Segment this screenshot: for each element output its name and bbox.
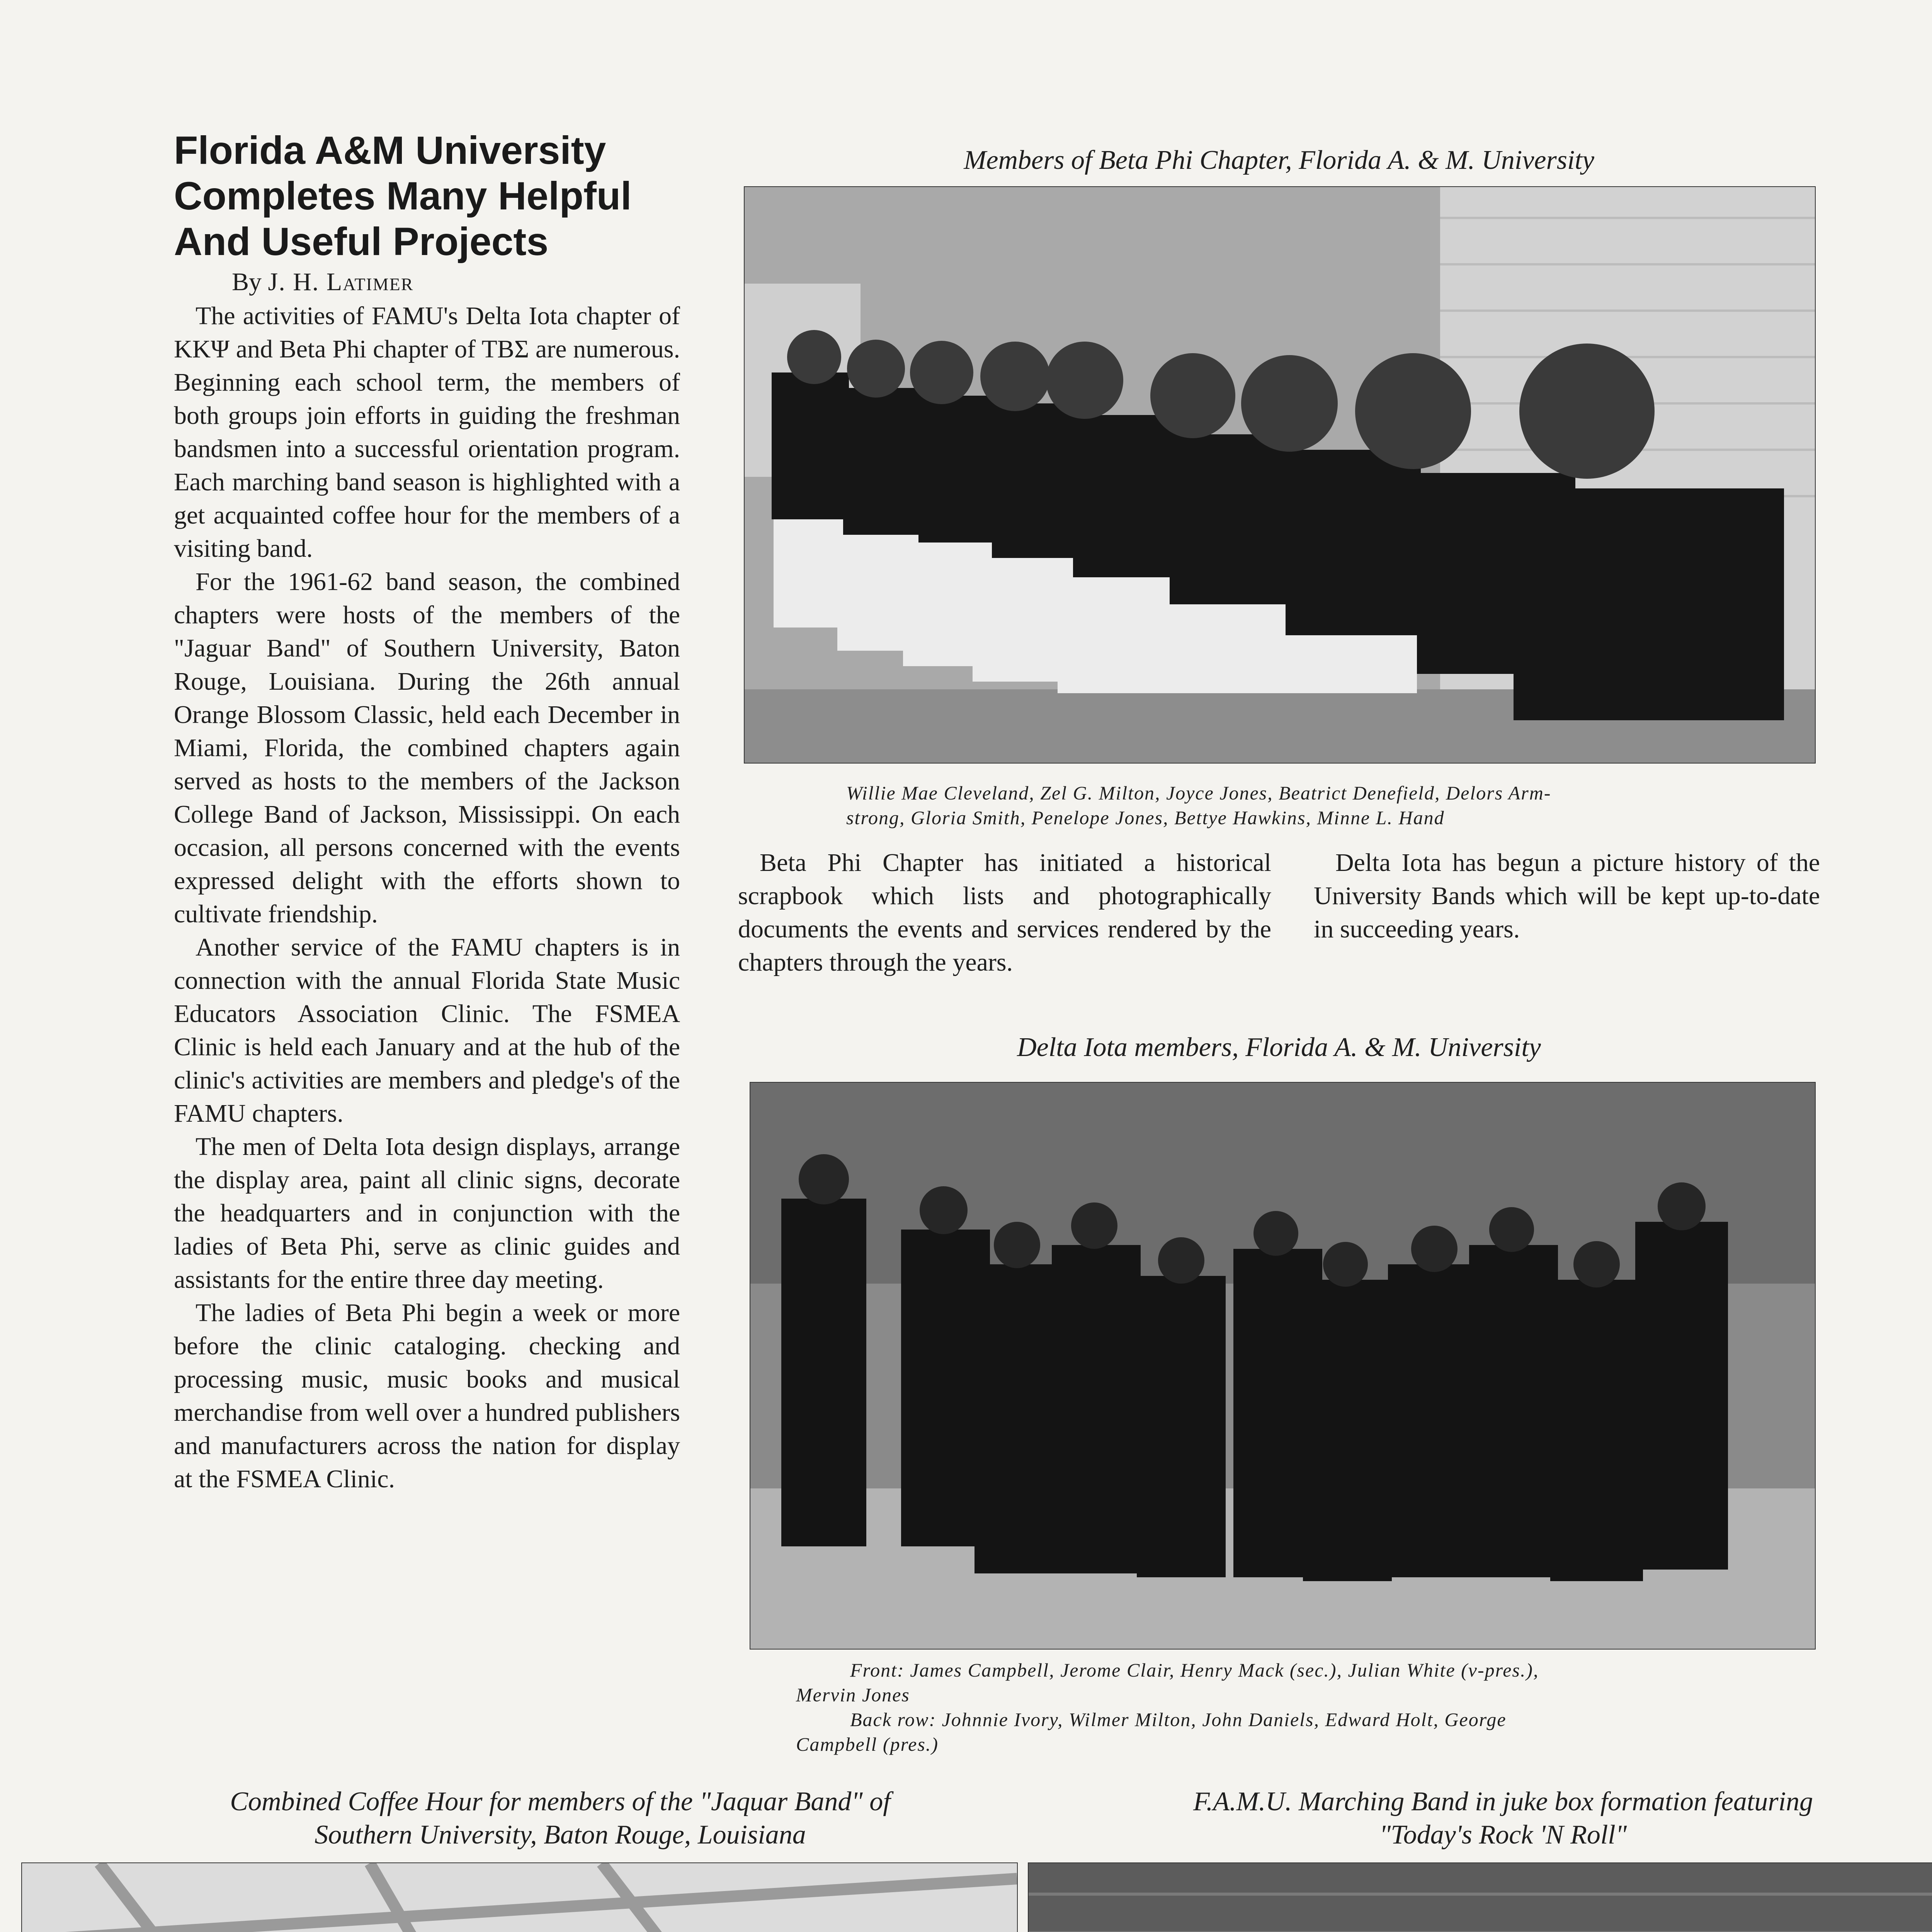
beta-phi-caption	[846, 781, 1793, 830]
marching-band-photo	[1028, 1862, 1932, 1932]
scrapbook-paragraph: Beta Phi Chapter has initiated a historical scrapbook which lists and photographically documents the events and services rendered by the chapters through the years.	[738, 849, 1271, 976]
paragraph-2: For the 1961-62 band season, the combined chapters were hosts of the members of the "Jaguar Band" of Southern University, Baton Rouge, Louisiana. During the 26th annual Orange Blossom Classic, held each December in Miami, Florida, the combined chapters again served as hosts to the members of the Jackson College Band of Jackson, Mississippi. On each occasion, all persons concerned with the events expressed delight with the efforts shown to cultivate friendship.	[174, 568, 680, 928]
beta-phi-photo	[744, 186, 1816, 764]
delta-iota-caption-line-4: Campbell (pres.)	[796, 1733, 939, 1755]
beta-phi-caption-line-2: strong, Gloria Smith, Penelope Jones, Bettye Hawkins, Minne L. Hand	[846, 807, 1445, 828]
delta-iota-photo	[750, 1082, 1816, 1650]
delta-iota-caption-line-2: Mervin Jones	[796, 1684, 910, 1706]
paragraph-1: The activities of FAMU's Delta Iota chapter of KKΨ and Beta Phi chapter of TBΣ are numerous. Beginning each school term, the members of both groups join efforts in guiding the freshman bandsmen into a successful orientation program. Each marching band season is highlighted with a get acquainted coffee hour for the members of a visiting band.	[174, 302, 680, 563]
beta-phi-caption-line-1: Willie Mae Cleveland, Zel G. Milton, Joyce Jones, Beatrict Denefield, Delors Arm-	[846, 782, 1551, 804]
paragraph-5: The ladies of Beta Phi begin a week or more before the clinic cataloging. checking and processing music, music books and musical merchandise from well over a hundred publishers and manufacturers across the nation for display at the FSMEA Clinic.	[174, 1299, 680, 1493]
delta-iota-heading: Delta Iota members, Florida A. & M. University	[1017, 1032, 1541, 1062]
marching-band-heading-line-1: F.A.M.U. Marching Band in juke box formation featuring	[1193, 1787, 1813, 1816]
middle-article-column	[738, 846, 1271, 979]
picture-history-paragraph: Delta Iota has begun a picture history of the University Bands which will be kept up-to-date in succeeding years.	[1314, 849, 1820, 943]
coffee-hour-heading-line-1: Combined Coffee Hour for members of the "Jaquar Band" of	[230, 1787, 891, 1816]
coffee-hour-photo	[21, 1862, 1018, 1932]
byline-author: J. H. Latimer	[268, 268, 414, 296]
article-title	[174, 128, 696, 264]
delta-iota-caption-line-1: Front: James Campbell, Jerome Clair, Henry Mack (sec.), Julian White (v-pres.),	[850, 1659, 1539, 1681]
marching-band-heading-line-2: "Today's Rock 'N Roll"	[1379, 1820, 1627, 1850]
coffee-hour-heading	[131, 1785, 989, 1852]
byline	[232, 267, 413, 298]
title-line-1: Florida A&M University	[174, 128, 606, 172]
marching-band-heading	[1043, 1785, 1932, 1852]
right-article-column	[1314, 846, 1820, 946]
left-article-column	[174, 299, 680, 1496]
title-line-2: Completes Many Helpful	[174, 174, 632, 218]
coffee-hour-heading-line-2: Southern University, Baton Rouge, Louisiana	[315, 1820, 806, 1850]
byline-prefix: By	[232, 268, 262, 296]
delta-iota-caption-line-3: Back row: Johnnie Ivory, Wilmer Milton, John Daniels, Edward Holt, George	[850, 1709, 1507, 1730]
title-line-3: And Useful Projects	[174, 219, 549, 264]
paragraph-4: The men of Delta Iota design displays, arrange the display area, paint all clinic signs, decorate the headquarters and in conjunction with the ladies of Beta Phi, serve as clinic guides and assistants for the entire three day meeting.	[174, 1133, 680, 1294]
beta-phi-heading: Members of Beta Phi Chapter, Florida A. & M. University	[964, 145, 1594, 175]
paragraph-3: Another service of the FAMU chapters is in connection with the annual Florida State Music Educators Association Clinic. The FSMEA Clinic is held each January and at the hub of the clinic's activities are members and pledge's of the FAMU chapters.	[174, 933, 680, 1128]
delta-iota-caption	[796, 1658, 1816, 1757]
